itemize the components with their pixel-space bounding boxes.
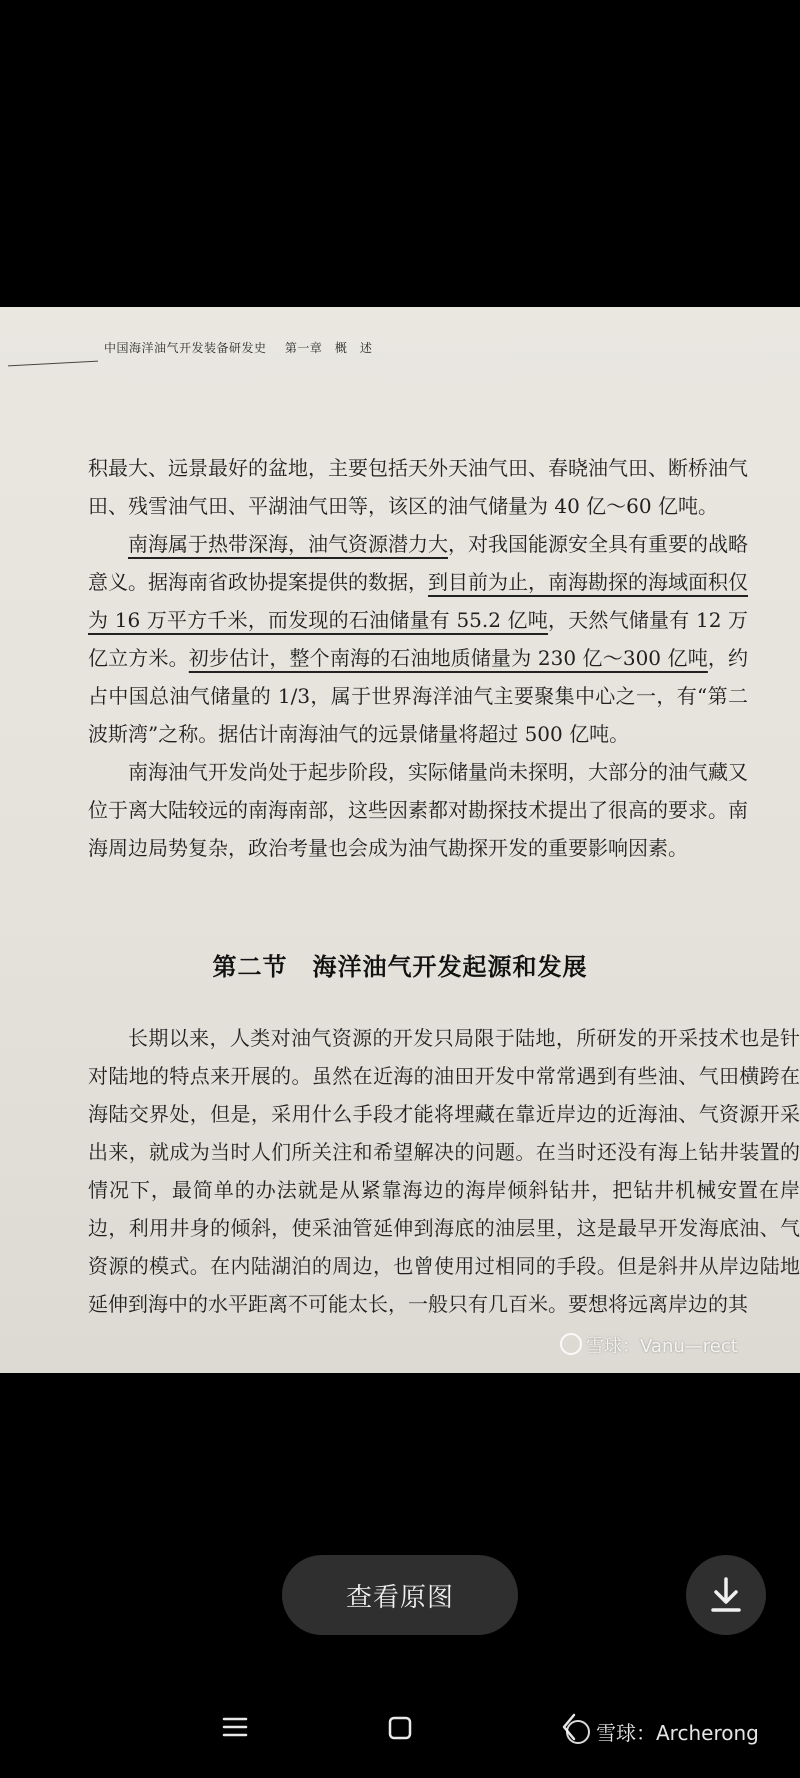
chapter-label: 第一章 概 述 [284,341,373,355]
xueqiu-logo-icon [566,1720,590,1744]
page-header [0,333,800,363]
paragraph-south-china-sea [88,525,748,753]
menu-icon [222,1716,248,1738]
download-button[interactable] [686,1555,766,1635]
paragraph-segment: 积最大、远景最好的盆地，主要包括天外天油气田、春晓油气田、断桥油气田、残雪油气田、平湖油气田等，该区的油气储量为 40 亿～60 亿吨。 [88,456,748,518]
paragraph-history: 长期以来，人类对油气资源的开发只局限于陆地，所研发的开采技术也是针对陆地的特点来开展的。虽然在近海的油田开发中常常遇到有些油、气田横跨在海陆交界处，但是，采用什么手段才能将埋藏在靠近岸边的近海油、气资源开采出来，就成为当时人们所关注和希望解决的问题。在当时还没有海上钻井装置的情况下，最简单的办法就是从紧靠海边的海岸倾斜钻井，把钻井机械安置在岸边，利用井身的倾斜，使采油管延伸到海底的油层里，这是最早开发海底油、气资源的模式。在内陆湖泊的周边，也曾使用过相同的手段。但是斜井从岸边陆地延伸到海中的水平距离不可能太长，一般只有几百米。要想将远离岸边的其 [88,1026,800,1316]
section-heading: 第二节 海洋油气开发起源和发展 [212,953,588,981]
paragraph-segment: ，天然气储量有 12 万亿立方米。 [88,608,748,670]
book-title: 中国海洋油气开发装备研发史 [104,341,267,355]
system-nav-bar [0,1700,800,1760]
underlined-segment: 南海属于热带深海，油气资源潜力大 [128,532,448,556]
photo-watermark-text: 雪球：Vanu—rect [586,1336,738,1357]
book-page-photo[interactable] [0,307,800,1373]
underlined-segment: 到目前为止，南海勘探的海域面积仅为 16 万平方千米，而发现的石油储量有 55.2 亿吨 [88,570,748,632]
paragraph-segment: ，对我国能源安全具有重要的战略意义。据海南省政协提案提供的数据， [88,532,748,594]
top-paragraphs [88,449,748,867]
download-icon [708,1575,744,1615]
bottom-watermark [566,1717,759,1746]
paragraph-segment: 南海油气开发尚处于起步阶段，实际储量尚未探明，大部分的油气藏又位于离大陆较远的南海南部，这些因素都对勘探技术提出了很高的要求。南海周边局势复杂，政治考量也会成为油气勘探开发的重要影响因素。 [88,760,748,860]
view-original-button[interactable]: 查看原图 [282,1555,518,1635]
bottom-paragraph [88,1019,800,1323]
header-rule [8,361,98,367]
nav-home-button[interactable] [386,1714,414,1746]
paragraph-continuation [88,449,748,525]
xueqiu-logo-icon [560,1333,582,1355]
nav-menu-button[interactable] [222,1716,248,1742]
paragraph-segment: ，约占中国总油气储量的 1/3，属于世界海洋油气主要聚集中心之一，有“第二波斯湾”之称。据估计南海油气的远景储量将超过 500 亿吨。 [88,646,749,746]
underlined-segment: 初步估计，整个南海的石油地质储量为 230 亿～300 亿吨 [188,646,708,670]
running-header [104,339,372,356]
home-square-icon [386,1714,414,1742]
paragraph-development-stage [88,753,748,867]
photo-watermark [560,1332,738,1358]
bottom-watermark-text: 雪球：Archerong [596,1721,759,1745]
